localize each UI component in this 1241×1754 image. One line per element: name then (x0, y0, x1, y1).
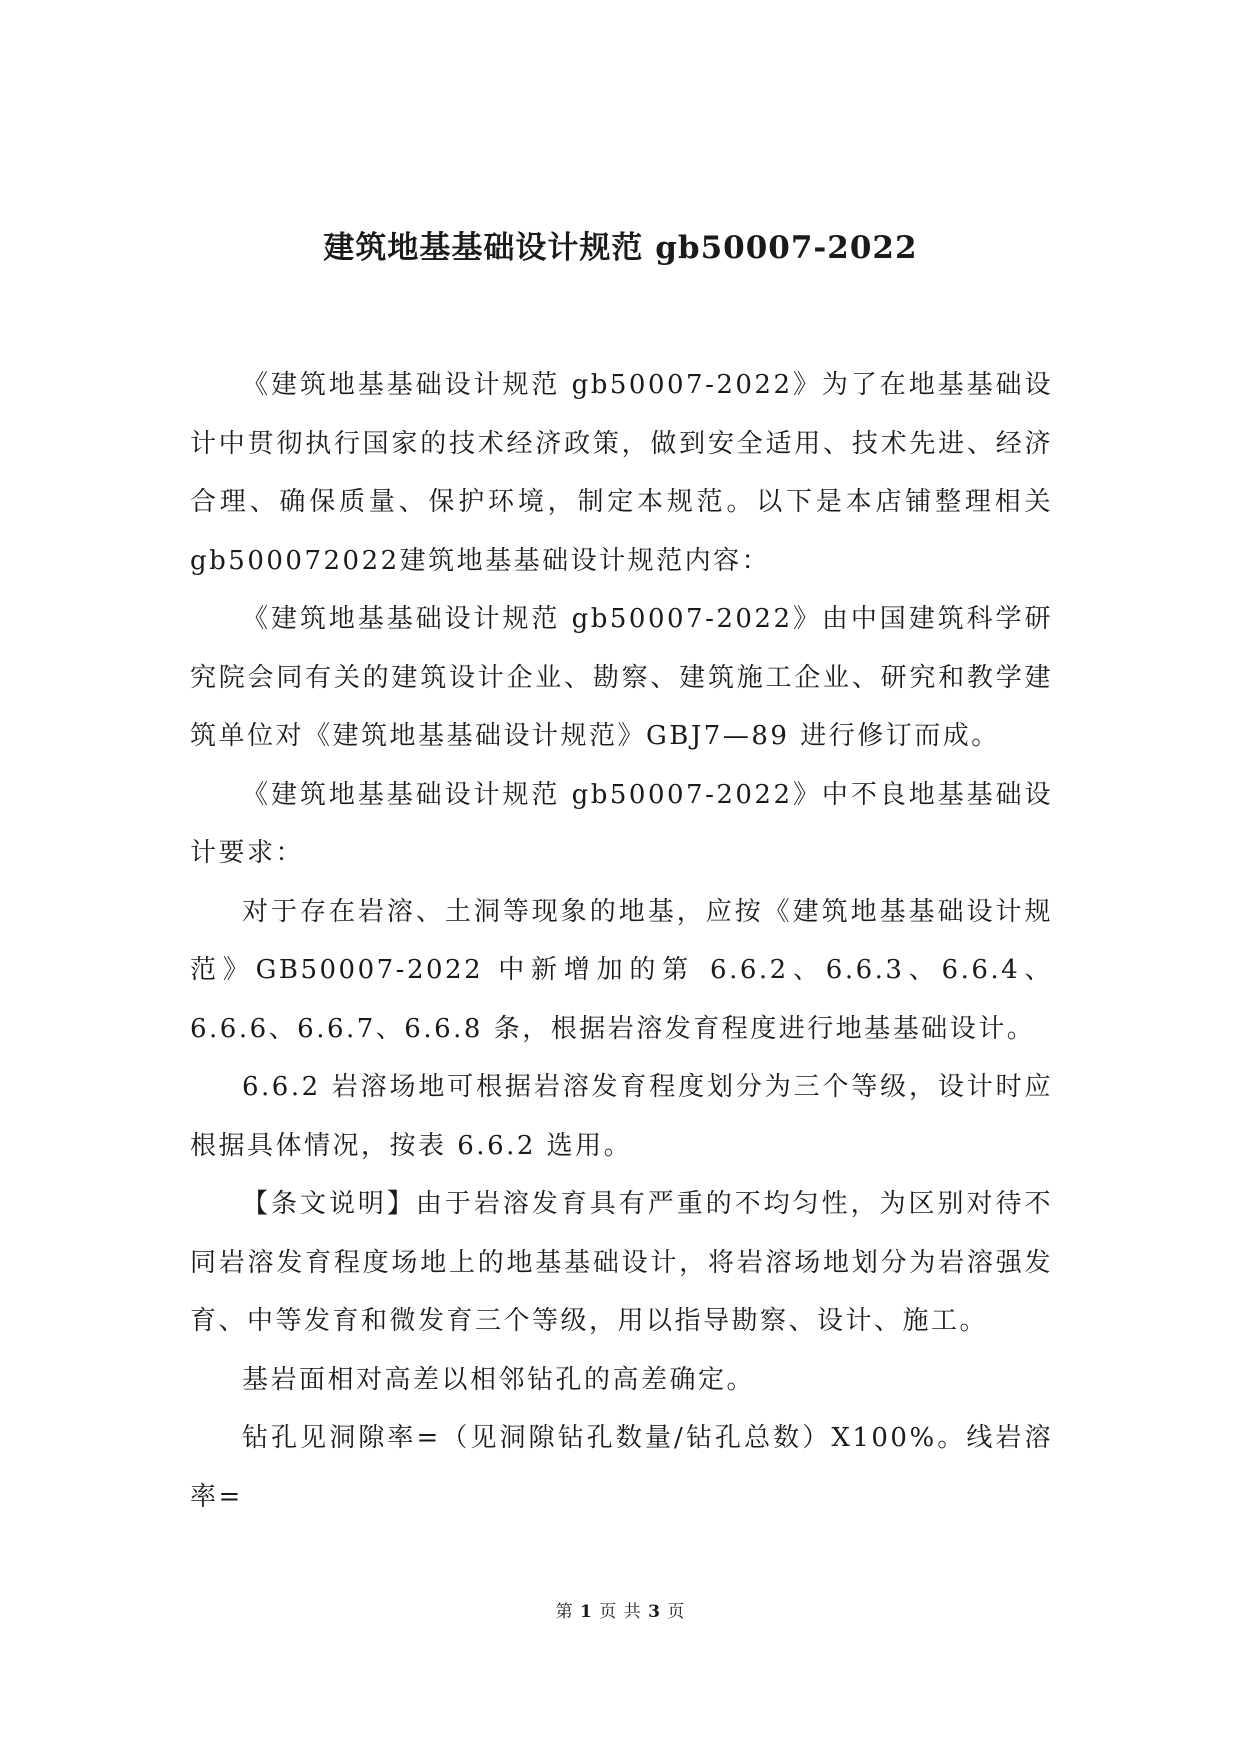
footer-suffix: 页 (667, 1602, 686, 1622)
current-page-number: 1 (580, 1602, 593, 1622)
paragraph-clause-explanation: 【条文说明】由于岩溶发育具有严重的不均匀性，为区别对待不同岩溶发育程度场地上的地基基础设计，将岩溶场地划分为岩溶强发育、中等发育和微发育三个等级，用以指导勘察、设计、施工。 (190, 1189, 1053, 1336)
document-body (190, 356, 1053, 1526)
footer-prefix: 第 (555, 1602, 574, 1622)
page-footer (0, 1600, 1241, 1624)
paragraph-clause-6-6-2: 6.6.2 岩溶场地可根据岩溶发育程度划分为三个等级，设计时应根据具体情况，按表 6.6.2 选用。 (190, 1072, 1053, 1161)
paragraph-requirements-heading: 《建筑地基基础设计规范 gb50007-2022》中不良地基基础设计要求： (190, 779, 1053, 868)
total-page-count: 3 (648, 1602, 661, 1622)
footer-middle: 页 共 (599, 1602, 642, 1622)
paragraph-origin: 《建筑地基基础设计规范 gb50007-2022》由中国建筑科学研究院会同有关的建筑设计企业、勘察、建筑施工企业、研究和教学建筑单位对《建筑地基基础设计规范》GBJ7—89 进行修订而成。 (190, 604, 1053, 751)
document-title: 建筑地基基础设计规范 gb50007-2022 (323, 230, 918, 266)
paragraph-bedrock-difference: 基岩面相对高差以相邻钻孔的高差确定。 (242, 1364, 756, 1395)
paragraph-cavity-rate: 钻孔见洞隙率=（见洞隙钻孔数量/钻孔总数）X100%。线岩溶率= (190, 1423, 1053, 1512)
paragraph-intro: 《建筑地基基础设计规范 gb50007-2022》为了在地基基础设计中贯彻执行国家的技术经济政策，做到安全适用、技术先进、经济合理、确保质量、保护环境，制定本规范。以下是本店铺整理相关gb500072022建筑地基基础设计规范内容： (190, 370, 1053, 576)
paragraph-karst-design: 对于存在岩溶、土洞等现象的地基，应按《建筑地基基础设计规范》GB50007-2022 中新增加的第 6.6.2、6.6.3、6.6.4、6.6.6、6.6.7、6.6.8 条，根据岩溶发育程度进行地基基础设计。 (190, 896, 1053, 1044)
